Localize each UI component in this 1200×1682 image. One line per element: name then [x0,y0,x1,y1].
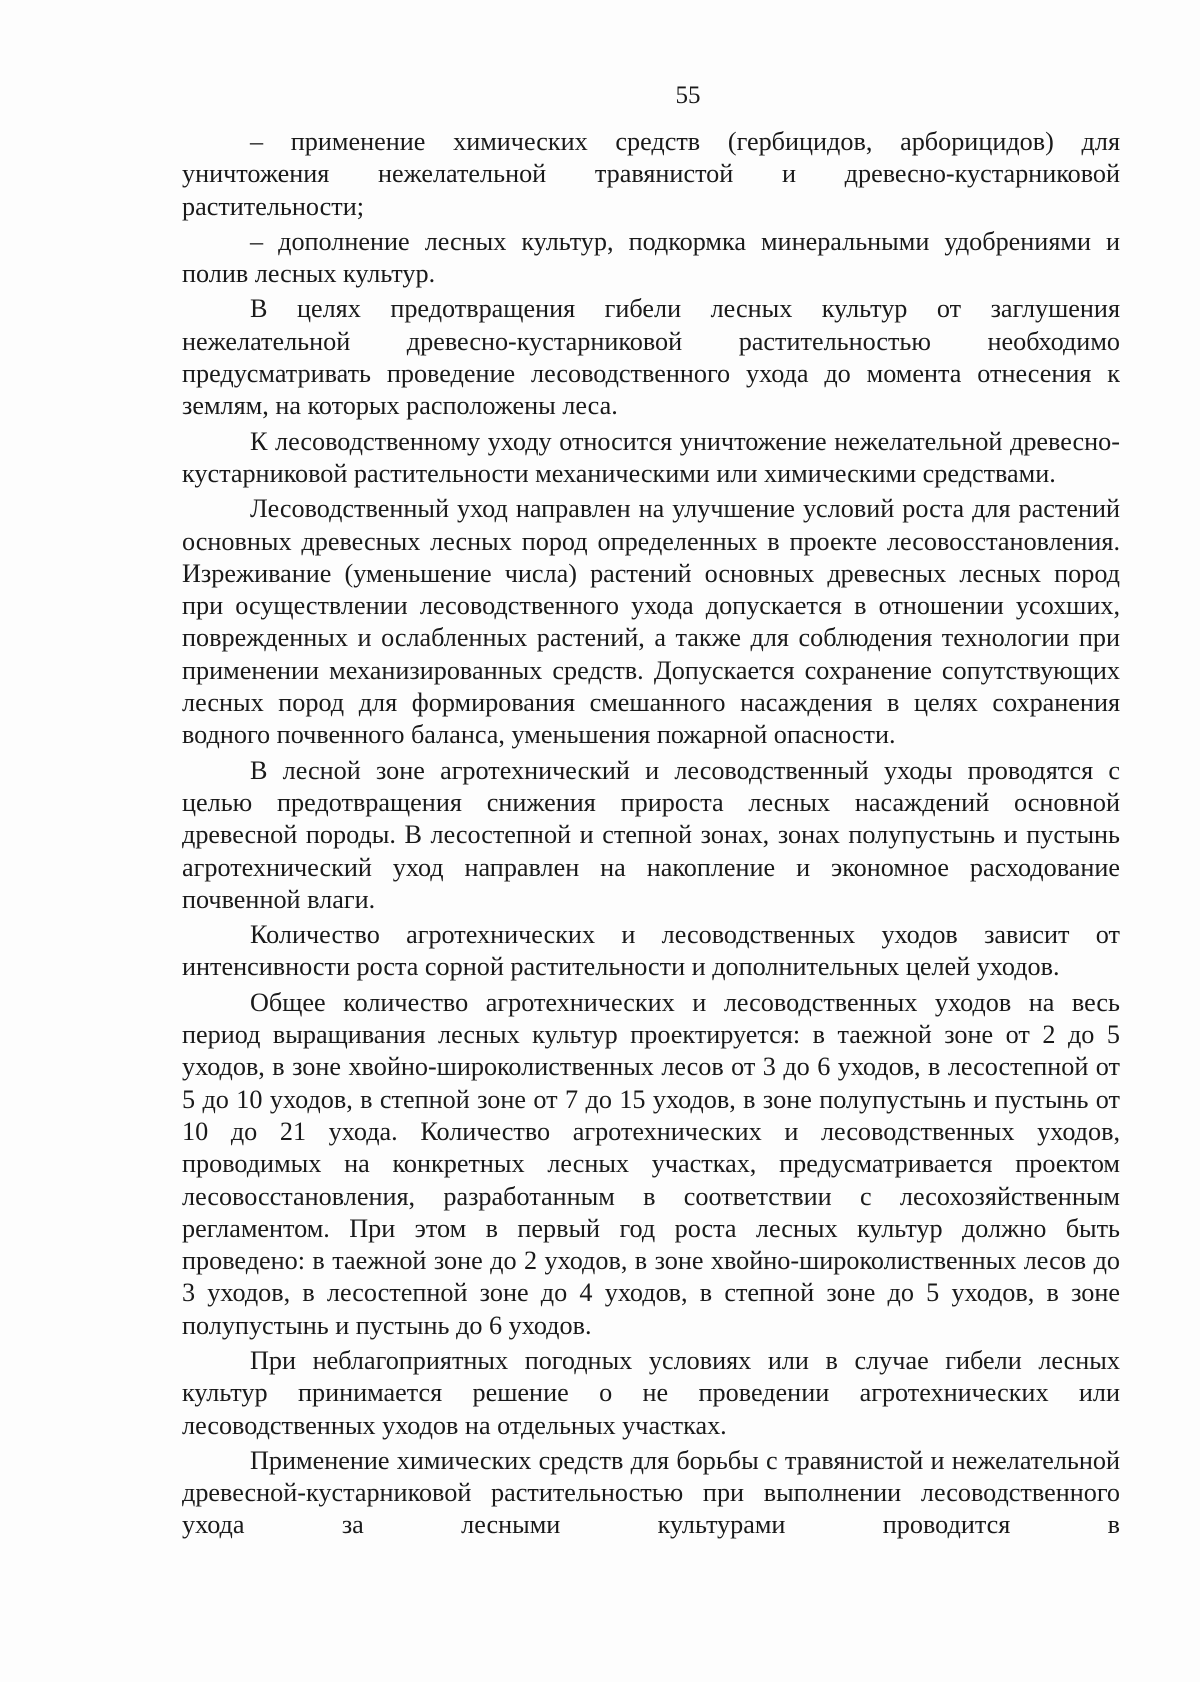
paragraph-unfavorable-conditions: При неблагоприятных погодных условиях или в случае гибели лесных культур принимается решение о не проведении агротехнических или лесоводственных уходов на отдельных участках. [182,1345,1120,1440]
paragraph-forest-zone: В лесной зоне агротехнический и лесоводственный уходы проводятся с целью предотвращения снижения прироста лесных насаждений основной древесной породы. В лесостепной и степной зонах, зонах полупустынь и пустынь агротехнический уход направлен на накопление и экономное расходование почвенной влаги. [182,755,1120,914]
paragraph-silvicultural-care: К лесоводственному уходу относится уничтожение нежелательной древесно-кустарниковой растительности механическими или химическими средствами. [182,426,1120,488]
paragraph-prevention: В целях предотвращения гибели лесных культур от заглушения нежелательной древесно-кустарниковой растительностью необходимо предусматривать проведение лесоводственного ухода до момента отнесения к землям, на которых расположены леса. [182,294,1120,421]
body-text [182,126,1120,1545]
paragraph-care-direction: Лесоводственный уход направлен на улучшение условий роста для растений основных древесных лесных пород определенных в проекте лесовосстановления. Изреживание (уменьшение числа) растений основных древесных лесных пород при осуществлении лесоводственного ухода допускается в отношении усохших, поврежденных и ослабленных растений, а также для соблюдения технологии при применении механизированных средств. Допускается сохранение сопутствующих лесных пород для формирования смешанного насаждения в целях сохранения водного почвенного баланса, уменьшения пожарной опасности. [182,494,1120,750]
paragraph-care-count: Количество агротехнических и лесоводственных уходов зависит от интенсивности роста сорной растительности и дополнительных целей уходов. [182,920,1120,982]
page-number: 55 [675,82,701,109]
paragraph-total-count: Общее количество агротехнических и лесоводственных уходов на весь период выращивания лесных культур проектируется: в таежной зоне от 2 до 5 уходов, в зоне хвойно-широколиственных лесов от 3 до 6 уходов, в лесостепной от 5 до 10 уходов, в степной зоне от 7 до 15 уходов, в зоне полупустынь и пустынь от 10 до 21 ухода. Количество агротехнических и лесоводственных уходов, проводимых на конкретных лесных участках, предусматривается проектом лесовосстановления, разработанным в соответствии с лесохозяйственным регламентом. При этом в первый год роста лесных культур должно быть проведено: в таежной зоне до 2 уходов, в зоне хвойно-широколиственных лесов до 3 уходов, в лесостепной зоне до 4 уходов, в степной зоне до 5 уходов, в зоне полупустынь и пустынь до 6 уходов. [182,987,1120,1340]
paragraph-supplement: – дополнение лесных культур, подкормка минеральными удобрениями и полив лесных культур. [182,226,1120,289]
paragraph-herbicides: – применение химических средств (гербицидов, арборицидов) для уничтожения нежелательной травянистой и древесно-кустарниковой растительности; [182,127,1120,221]
paragraph-chemical-application: Применение химических средств для борьбы с травянистой и нежелательной древесной-кустарниковой растительностью при выполнении лесоводственного ухода за лесными культурами проводится в [182,1445,1120,1540]
